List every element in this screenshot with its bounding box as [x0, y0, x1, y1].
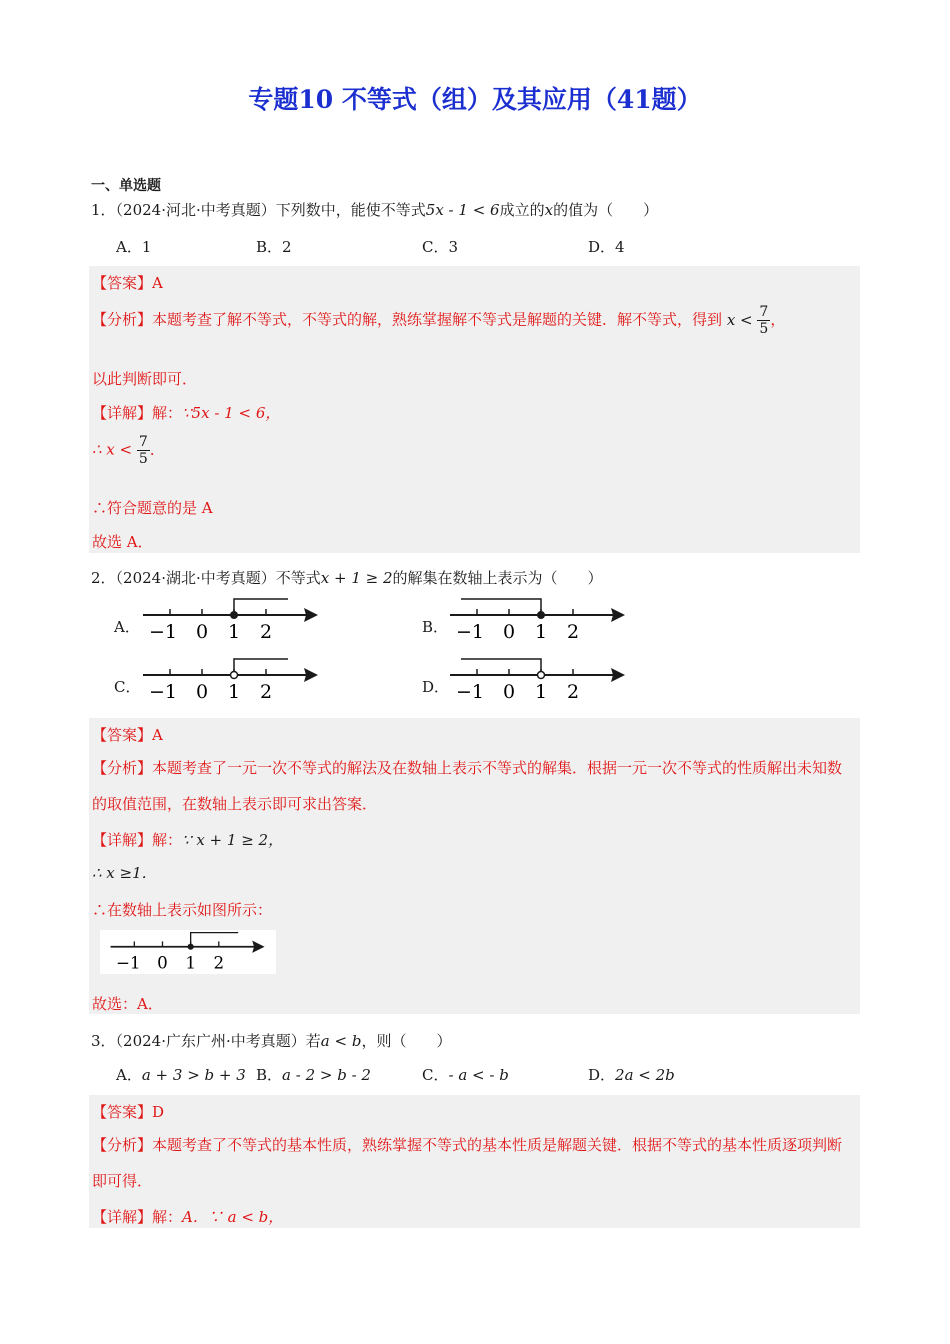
option-c[interactable]: C．- a < - b: [422, 1066, 509, 1084]
tick-label: 1: [535, 621, 548, 643]
question-2: [91, 567, 603, 588]
tick-label: 1: [228, 681, 241, 703]
option-d-label[interactable]: D．: [422, 678, 450, 696]
question-text: ，则（ ）: [361, 1032, 452, 1050]
tick-label: 0: [503, 681, 516, 703]
answer-box-2: [89, 718, 860, 1014]
question-3: [91, 1030, 451, 1051]
analysis: 【分析】本题考查了一元一次不等式的解法及在数轴上表示不等式的解集．根据一元一次不等式的性质解出未知数的取值范围，在数轴上表示即可求出答案．: [92, 759, 843, 813]
number-line-a[interactable]: [140, 596, 322, 646]
question-text: 的解集在数轴上表示为（ ）: [392, 569, 603, 587]
answer: 【答案】A: [92, 274, 163, 292]
option-c-label[interactable]: C．: [114, 678, 141, 696]
tick-label: 1: [535, 681, 548, 703]
number-line-b[interactable]: [447, 596, 629, 646]
option-c[interactable]: C．3: [422, 238, 459, 256]
question-text: 不等式: [275, 569, 321, 587]
tick-label: −1: [149, 621, 178, 643]
question-text: 的值为（ ）: [553, 201, 659, 219]
tick-label: 1: [228, 621, 241, 643]
tick-label: −1: [456, 621, 485, 643]
option-b-label[interactable]: B．: [422, 618, 449, 636]
detail-step-4: 故选 A．: [92, 533, 153, 551]
tick-label: −1: [456, 681, 485, 703]
answer-box-1: [89, 266, 860, 553]
tick-label: 2: [213, 952, 225, 973]
tick-label: 2: [260, 621, 273, 643]
page-title: 专题10 不等式（组）及其应用（41题）: [248, 85, 702, 114]
section-heading: 一、单选题: [91, 178, 161, 194]
number-line-c[interactable]: [140, 656, 322, 706]
question-number: 2．: [91, 569, 116, 587]
question-text: 下列数中，能使不等式: [275, 201, 426, 219]
analysis-continued: 以此判断即可．: [92, 370, 198, 388]
analysis: 【分析】本题考查了不等式的基本性质，熟练掌握不等式的基本性质是解题关键．根据不等式的基本性质逐项判断即可得．: [92, 1136, 843, 1190]
option-d[interactable]: D．2a < 2b: [588, 1066, 675, 1084]
option-b[interactable]: B．a - 2 > b - 2: [256, 1066, 371, 1084]
detail-step-3: ∴符合题意的是 A: [92, 499, 213, 517]
tick-label: 0: [157, 952, 168, 973]
solution-number-line-panel: [100, 930, 276, 974]
question-number: 1．: [91, 201, 116, 219]
answer: 【答案】A: [92, 726, 163, 744]
detail: 【详解】解：A．∵ a < b，: [92, 1208, 284, 1226]
question-1: [91, 199, 658, 220]
tick-label: −1: [115, 952, 141, 973]
option-a-label[interactable]: A．: [114, 618, 140, 636]
question-text: 若: [305, 1032, 321, 1050]
inequality-expr: x + 1 ≥ 2: [320, 569, 393, 587]
answer: 【答案】D: [92, 1103, 165, 1121]
question-source: （2024·广东广州·中考真题）: [115, 1032, 306, 1050]
option-a[interactable]: A．a + 3 > b + 3: [116, 1066, 246, 1084]
detail-step-3: ∴在数轴上表示如图所示：: [92, 901, 273, 919]
detail: 【详解】解：∵5x - 1 < 6，: [92, 404, 281, 422]
question-number: 3．: [91, 1032, 116, 1050]
fraction: $\frac{7}{5}$: [759, 304, 769, 337]
solution-number-line: [100, 930, 276, 974]
analysis: 【分析】本题考查了解不等式，不等式的解，熟练掌握解不等式是解题的关键．解不等式，得到 x < $\frac{7}{5}$ ，: [92, 304, 786, 337]
tick-label: 2: [260, 681, 273, 703]
inequality-expr: a < b: [320, 1032, 362, 1050]
number-line-d[interactable]: [447, 656, 629, 706]
detail-step-2: ∴ x < $\frac{7}{5}$ ．: [92, 434, 165, 467]
answer-box-3: [89, 1095, 860, 1228]
option-d[interactable]: D．4: [588, 238, 625, 256]
question-source: （2024·湖北·中考真题）: [115, 569, 276, 587]
detail: 【详解】解：∵ x + 1 ≥ 2，: [92, 831, 284, 849]
detail-step-2: ∴ x ≥1．: [92, 864, 157, 882]
tick-label: 2: [567, 621, 580, 643]
variable: x: [544, 201, 554, 219]
tick-label: 1: [185, 952, 197, 973]
tick-label: 0: [196, 681, 209, 703]
option-b[interactable]: B．2: [256, 238, 292, 256]
tick-label: 0: [196, 621, 209, 643]
detail-step-4: 故选：A．: [92, 995, 163, 1013]
question-source: （2024·河北·中考真题）: [115, 201, 276, 219]
tick-label: 2: [567, 681, 580, 703]
question-text: 成立的: [499, 201, 545, 219]
option-a[interactable]: A．1: [116, 238, 152, 256]
tick-label: 0: [503, 621, 516, 643]
tick-label: −1: [149, 681, 178, 703]
inequality-expr: 5x - 1 < 6: [425, 201, 500, 219]
